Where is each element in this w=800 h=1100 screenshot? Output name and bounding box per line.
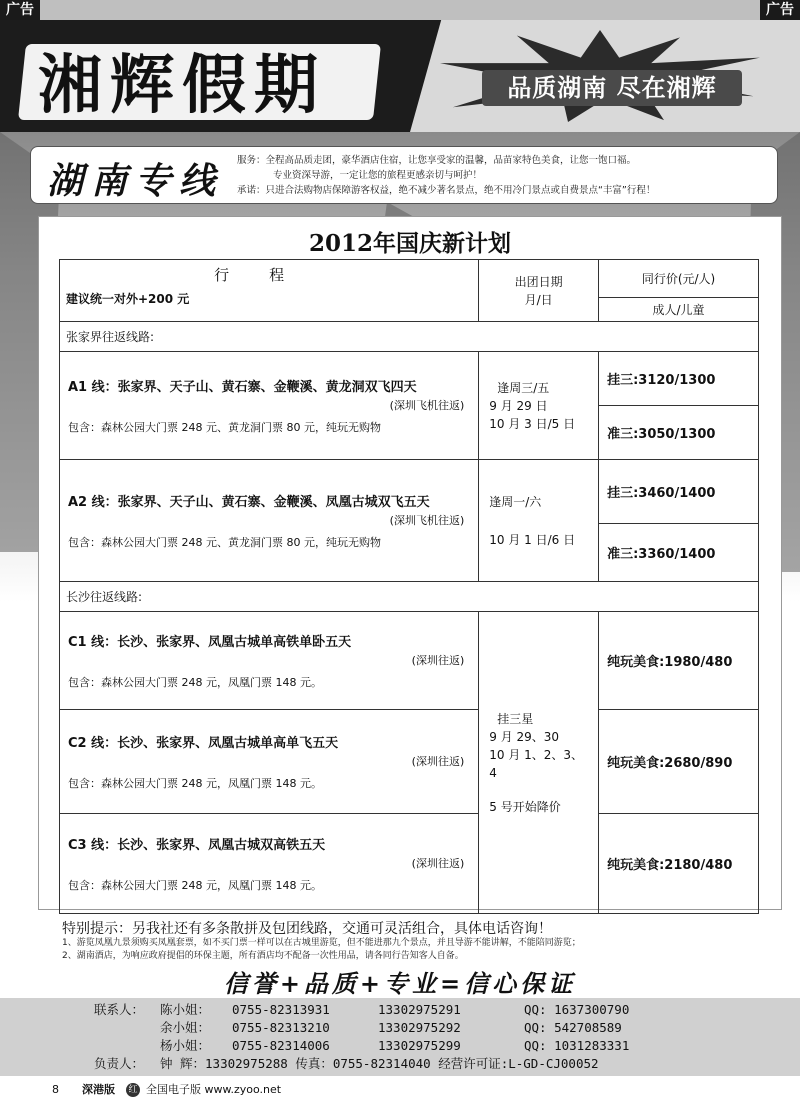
service-line-3: 承诺：只进合法购物店保障游客权益，绝不减少著名景点，绝不用冷门景点或自费景点“丰富”行程！	[237, 185, 656, 196]
contact-label: 联系人：	[94, 1002, 145, 1017]
section-changsha: 长沙往返线路:	[60, 582, 759, 612]
route-c3-price: 纯玩美食:2180/480	[599, 814, 759, 914]
route-c1-price: 纯玩美食:1980/480	[599, 612, 759, 710]
top-strip	[0, 0, 800, 20]
manager-label: 负责人：	[94, 1056, 145, 1071]
header-price: 同行价(元/人)	[599, 260, 759, 298]
tip-note-2: 2、湖南酒店，为响应政府提倡的环保主题，所有酒店均不配备一次性用品，请各同行告知客人自备。	[62, 951, 464, 961]
header-route-title: 行程	[214, 266, 325, 284]
route-a2-date-2: 10 月 1 日/6 日	[489, 532, 576, 547]
section-row	[60, 582, 759, 612]
contact-tel: 0755-82314006	[232, 1038, 330, 1053]
route-c-date-2: 9 月 29、30	[489, 729, 560, 744]
route-a2-price-1: 挂三:3460/1400	[599, 460, 759, 524]
table-row	[60, 352, 759, 406]
table-row	[60, 460, 759, 524]
route-a2	[60, 460, 479, 582]
route-a1-date-1: 逢周三/五	[497, 380, 550, 395]
ad-label-left: 广告	[0, 0, 40, 20]
contact-tel: 0755-82313210	[232, 1020, 330, 1035]
route-c1-name: C1 线：长沙、张家界、凤凰古城单高铁单卧五天	[68, 635, 352, 650]
itinerary-table	[59, 259, 759, 914]
contact-row	[0, 1002, 800, 1018]
table-row	[60, 612, 759, 710]
route-c3-name: C3 线：长沙、张家界、凤凰古城双高铁五天	[68, 838, 326, 853]
manager-row	[0, 1056, 800, 1072]
guarantee-slogan: 信誉+品质+专业=信心保证	[223, 969, 577, 998]
header-price-sub: 成人/儿童	[599, 298, 759, 322]
header-route-note: 建议统一对外+200 元	[66, 292, 190, 306]
service-line-1: 服务：全程高品质走团，豪华酒店住宿，让您享受家的温馨，品苗家特色美食，让您一饱口福。	[237, 155, 637, 166]
route-c-date-3: 10 月 1、2、3、	[489, 747, 584, 762]
special-tip: 特别提示：另我社还有多条散拼及包团线路，交通可灵活组合，具体电话咨询！	[62, 921, 552, 937]
table-row	[60, 710, 759, 814]
brand-banner	[0, 20, 800, 132]
header-date	[479, 260, 599, 322]
page-number: 8	[52, 1083, 59, 1096]
header-date-line1: 出团日期	[514, 274, 563, 289]
route-c2-note: (深圳往返)	[411, 755, 465, 768]
route-a2-name: A2 线：张家界、天子山、黄石寨、金鞭溪、凤凰古城双飞五天	[68, 495, 430, 510]
service-text	[237, 153, 777, 198]
contact-name: 陈小姐：	[160, 1002, 211, 1017]
website-label: 全国电子版 www.zyoo.net	[146, 1083, 282, 1096]
contact-name: 杨小姐：	[160, 1038, 211, 1053]
section-row	[60, 322, 759, 352]
route-a2-dates	[479, 460, 599, 582]
contact-row	[0, 1020, 800, 1036]
contact-qq: QQ: 1637300790	[524, 1002, 630, 1017]
table-row	[60, 814, 759, 914]
route-c2	[60, 710, 479, 814]
route-a1-name: A1 线：张家界、天子山、黄石寨、金鞭溪、黄龙洞双飞四天	[68, 380, 417, 395]
brand-title: 湘辉假期	[38, 48, 326, 123]
route-c-date-4: 4	[489, 765, 497, 780]
service-box	[30, 146, 778, 204]
route-a1-note: (深圳飞机往返)	[389, 399, 465, 412]
route-c3-includes: 包含：森林公园大门票 248 元，凤凰门票 148 元。	[68, 879, 322, 892]
contact-name: 余小姐：	[160, 1020, 211, 1035]
route-a2-note: (深圳飞机往返)	[389, 514, 465, 527]
route-c3-note: (深圳往返)	[411, 857, 465, 870]
contact-qq: QQ: 1031283331	[524, 1038, 630, 1053]
route-c1-note: (深圳往返)	[411, 654, 465, 667]
route-c3	[60, 814, 479, 914]
contact-tel: 0755-82313931	[232, 1002, 330, 1017]
route-a1-price-2: 准三:3050/1300	[599, 406, 759, 460]
contact-mobile: 13302975291	[378, 1002, 461, 1017]
service-line-2: 专业资深导游，一定让您的旅程更感亲切与呵护！	[273, 170, 483, 181]
contact-mobile: 13302975292	[378, 1020, 461, 1035]
section-zhangjiajie: 张家界往返线路:	[60, 322, 759, 352]
route-a1-price-1: 挂三:3120/1300	[599, 352, 759, 406]
hunan-line-title: 湖南专线	[47, 160, 224, 202]
route-a1-includes: 包含：森林公园大门票 248 元、黄龙洞门票 80 元，纯玩无购物	[68, 421, 381, 434]
route-c2-name: C2 线：长沙、张家界、凤凰古城单高单飞五天	[68, 736, 339, 751]
plan-panel	[38, 216, 782, 910]
route-a1-dates	[479, 352, 599, 460]
route-c2-price: 纯玩美食:2680/890	[599, 710, 759, 814]
route-c-date-1: 挂三星	[497, 711, 534, 726]
route-a1-date-2: 9 月 29 日	[489, 398, 548, 413]
ad-label-right: 广告	[760, 0, 800, 20]
plan-title: 2012年国庆新计划	[308, 230, 511, 257]
tip-notes	[62, 937, 784, 963]
route-c-dates	[479, 612, 599, 914]
table-header-row	[60, 260, 759, 298]
route-c2-includes: 包含：森林公园大门票 248 元，凤凰门票 148 元。	[68, 777, 322, 790]
route-c1-includes: 包含：森林公园大门票 248 元，凤凰门票 148 元。	[68, 676, 322, 689]
contact-row	[0, 1038, 800, 1054]
page-footer	[0, 1080, 800, 1100]
route-a1	[60, 352, 479, 460]
route-a2-price-2: 准三:3360/1400	[599, 524, 759, 582]
route-a2-includes: 包含：森林公园大门票 248 元、黄龙洞门票 80 元，纯玩无购物	[68, 536, 381, 549]
route-c-date-5: 5 号开始降价	[489, 799, 561, 814]
contact-panel	[0, 998, 800, 1076]
brand-slogan: 品质湖南 尽在湘辉	[482, 70, 742, 106]
contact-mobile: 13302975299	[378, 1038, 461, 1053]
edition-label: 深港版	[82, 1083, 115, 1096]
route-a2-date-1: 逢周一/六	[489, 494, 542, 509]
manager-info: 钟 辉：13302975288 传真：0755-82314040 经营许可证:L-GD-CJ00052	[160, 1056, 599, 1071]
contact-qq: QQ: 542708589	[524, 1020, 622, 1035]
tip-note-1: 1、游览凤凰九景须购买凤凰套票，如不买门票一样可以在古城里游览，但不能进那九个景点，并且导游不能讲解，不能陪同游览；	[62, 938, 581, 948]
header-route	[60, 260, 479, 322]
header-date-line2: 月/日	[524, 292, 553, 307]
route-c1	[60, 612, 479, 710]
route-a1-date-3: 10 月 3 日/5 日	[489, 416, 576, 431]
logo-icon: 红	[126, 1083, 140, 1097]
